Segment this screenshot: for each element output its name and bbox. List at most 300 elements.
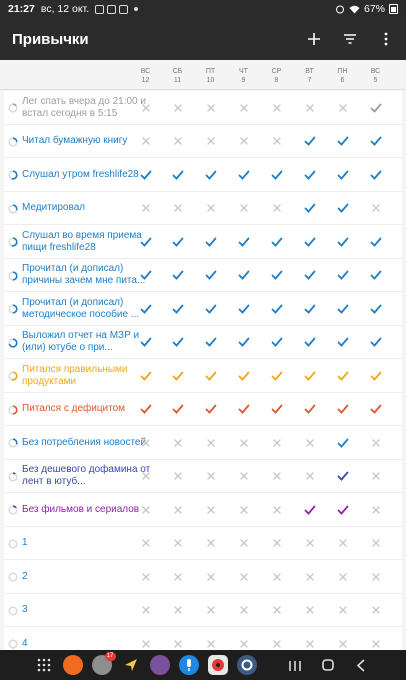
checkmark-icon	[140, 269, 152, 281]
day-of-week: ВС	[140, 68, 151, 75]
add-habit-button[interactable]	[298, 23, 330, 55]
home-button[interactable]	[316, 653, 340, 677]
cross-cell[interactable]	[194, 560, 227, 593]
habit-score-ring-icon	[8, 505, 18, 515]
check-cell[interactable]	[293, 393, 326, 426]
status-time: 21:27	[8, 3, 35, 15]
habit-row[interactable]	[4, 192, 402, 226]
check-cell[interactable]	[129, 292, 162, 325]
check-cell[interactable]	[359, 225, 392, 258]
cross-icon	[172, 537, 184, 549]
cross-cell[interactable]	[293, 560, 326, 593]
cross-icon	[205, 638, 217, 650]
habit-row[interactable]	[4, 225, 402, 259]
cross-cell[interactable]	[293, 91, 326, 124]
cross-icon	[238, 571, 250, 583]
cross-cell[interactable]	[227, 493, 260, 526]
cross-icon	[172, 135, 184, 147]
cross-cell[interactable]	[227, 125, 260, 158]
habit-score-ring-icon	[8, 170, 18, 180]
checkmark-icon	[172, 336, 184, 348]
check-cell[interactable]	[161, 292, 194, 325]
cross-cell[interactable]	[293, 527, 326, 560]
cross-icon	[271, 470, 283, 482]
day-number: 12	[141, 77, 150, 84]
cross-cell[interactable]	[161, 91, 194, 124]
cross-cell[interactable]	[359, 192, 392, 225]
day-of-week: СР	[271, 68, 282, 75]
cross-icon	[172, 571, 184, 583]
check-cell[interactable]	[326, 393, 359, 426]
habit-name-text: Прочитал (и дописал) методическое пособие ...	[22, 296, 140, 320]
check-cell[interactable]	[326, 225, 359, 258]
habit-name-text: Прочитал (и дописал) причины зачем мне пита...	[22, 263, 146, 286]
cross-cell[interactable]	[260, 192, 293, 225]
cross-cell[interactable]	[161, 460, 194, 493]
check-cell[interactable]	[326, 426, 359, 459]
cross-cell[interactable]	[194, 594, 227, 627]
habit-score-ring-icon	[8, 472, 18, 482]
day-number: 10	[206, 77, 215, 84]
check-cell[interactable]	[194, 259, 227, 292]
habit-score-ring-icon	[8, 639, 18, 649]
check-cell[interactable]	[359, 158, 392, 191]
cross-icon	[172, 202, 184, 214]
cross-cell[interactable]	[227, 460, 260, 493]
habit-score-ring-icon	[8, 338, 18, 348]
habit-name-text: Без фильмов и сериалов	[22, 503, 140, 515]
checkmark-icon	[337, 437, 349, 449]
cross-cell[interactable]	[194, 493, 227, 526]
cross-icon	[337, 537, 349, 549]
cross-cell[interactable]	[260, 493, 293, 526]
day-header	[161, 67, 194, 85]
check-cell[interactable]	[129, 158, 162, 191]
cross-cell[interactable]	[227, 426, 260, 459]
habit-score-ring-icon	[8, 237, 18, 247]
cross-cell[interactable]	[293, 460, 326, 493]
habit-score-ring-icon	[8, 572, 18, 582]
more-options-button[interactable]	[370, 23, 402, 55]
cross-cell[interactable]	[326, 594, 359, 627]
cross-cell[interactable]	[260, 594, 293, 627]
habit-name-text: 3	[22, 604, 28, 615]
check-cell[interactable]	[326, 259, 359, 292]
page-title: Привычки	[12, 30, 89, 48]
habit-row[interactable]	[4, 158, 402, 192]
habit-name-text: Слушал утром freshlife28	[22, 168, 139, 180]
cross-icon	[238, 604, 250, 616]
habit-score-ring-icon	[8, 137, 18, 147]
alarm-icon	[335, 4, 345, 14]
checkmark-icon	[238, 169, 250, 181]
check-cell[interactable]	[161, 259, 194, 292]
check-cell[interactable]	[260, 158, 293, 191]
cross-icon	[271, 504, 283, 516]
cross-icon	[337, 571, 349, 583]
check-cell[interactable]	[326, 326, 359, 359]
cross-icon	[370, 571, 382, 583]
day-number: 8	[274, 77, 279, 84]
cross-icon	[205, 202, 217, 214]
check-cell[interactable]	[359, 125, 392, 158]
habit-name-text: Питался правильными продуктами	[22, 363, 128, 387]
habit-row[interactable]	[4, 527, 402, 561]
cross-cell[interactable]	[227, 594, 260, 627]
check-cell[interactable]	[194, 326, 227, 359]
day-number: 5	[373, 77, 378, 84]
checkmark-icon	[271, 236, 283, 248]
cross-cell[interactable]	[129, 527, 162, 560]
navigation-bar	[0, 650, 406, 680]
cross-icon	[337, 102, 349, 114]
check-cell[interactable]	[227, 326, 260, 359]
check-cell[interactable]	[194, 225, 227, 258]
checkmark-icon	[370, 303, 382, 315]
check-cell[interactable]	[227, 393, 260, 426]
cross-cell[interactable]	[260, 91, 293, 124]
check-cell[interactable]	[129, 326, 162, 359]
cross-icon	[140, 638, 152, 650]
cross-icon	[271, 537, 283, 549]
notification-icon	[95, 5, 104, 14]
check-cell[interactable]	[194, 158, 227, 191]
cross-cell[interactable]	[326, 91, 359, 124]
checkmark-icon	[140, 370, 152, 382]
checkmark-icon	[370, 269, 382, 281]
checkmark-icon	[271, 303, 283, 315]
check-cell[interactable]	[326, 493, 359, 526]
cross-cell[interactable]	[227, 560, 260, 593]
cross-icon	[205, 537, 217, 549]
check-cell[interactable]	[161, 326, 194, 359]
check-cell[interactable]	[359, 259, 392, 292]
habit-row[interactable]	[4, 460, 402, 494]
cross-cell[interactable]	[260, 527, 293, 560]
habit-row[interactable]	[4, 91, 402, 125]
cross-cell[interactable]	[227, 527, 260, 560]
cross-cell[interactable]	[161, 125, 194, 158]
check-cell[interactable]	[161, 158, 194, 191]
habit-row[interactable]	[4, 259, 402, 293]
habit-row[interactable]	[4, 594, 402, 628]
check-cell[interactable]	[227, 259, 260, 292]
cross-cell[interactable]	[194, 192, 227, 225]
habit-row[interactable]	[4, 292, 402, 326]
filter-button[interactable]	[334, 23, 366, 55]
checkmark-icon	[205, 236, 217, 248]
checkmark-icon	[370, 236, 382, 248]
cross-cell[interactable]	[129, 460, 162, 493]
check-cell[interactable]	[293, 359, 326, 392]
cross-icon	[238, 437, 250, 449]
checkmark-icon	[140, 336, 152, 348]
cross-cell[interactable]	[129, 125, 162, 158]
cross-icon	[140, 437, 152, 449]
cross-cell[interactable]	[194, 527, 227, 560]
check-cell[interactable]	[326, 192, 359, 225]
check-cell[interactable]	[260, 259, 293, 292]
habit-score-ring-icon	[8, 103, 18, 113]
check-cell[interactable]	[293, 158, 326, 191]
cross-cell[interactable]	[129, 493, 162, 526]
cross-cell[interactable]	[359, 560, 392, 593]
plus-icon	[307, 32, 321, 46]
checkmark-icon	[205, 336, 217, 348]
cross-cell[interactable]	[359, 493, 392, 526]
cross-cell[interactable]	[260, 560, 293, 593]
cross-cell[interactable]	[260, 426, 293, 459]
cross-icon	[140, 102, 152, 114]
check-cell[interactable]	[227, 225, 260, 258]
back-button[interactable]	[349, 653, 373, 677]
check-cell[interactable]	[359, 91, 392, 124]
habit-name-text: Медитировал	[22, 202, 86, 213]
cross-cell[interactable]	[161, 560, 194, 593]
checkmark-icon	[172, 303, 184, 315]
settings-icon[interactable]	[237, 655, 257, 675]
check-cell[interactable]	[260, 326, 293, 359]
cross-cell[interactable]	[161, 527, 194, 560]
check-cell[interactable]	[359, 359, 392, 392]
day-header	[129, 67, 162, 85]
check-cell[interactable]	[359, 292, 392, 325]
cross-icon	[304, 102, 316, 114]
habit-list	[0, 91, 406, 661]
checkmark-icon	[370, 169, 382, 181]
cross-cell[interactable]	[194, 460, 227, 493]
check-cell[interactable]	[293, 225, 326, 258]
cross-icon	[304, 470, 316, 482]
app-1-icon[interactable]	[63, 655, 83, 675]
checkmark-icon	[205, 169, 217, 181]
habit-row[interactable]	[4, 326, 402, 360]
check-cell[interactable]	[161, 359, 194, 392]
more-vert-icon	[384, 32, 388, 46]
cross-cell[interactable]	[260, 125, 293, 158]
checkmark-icon	[337, 504, 349, 516]
check-cell[interactable]	[129, 359, 162, 392]
cross-icon	[140, 571, 152, 583]
check-cell[interactable]	[326, 125, 359, 158]
cross-cell[interactable]	[161, 192, 194, 225]
check-cell[interactable]	[326, 460, 359, 493]
check-cell[interactable]	[359, 393, 392, 426]
cross-cell[interactable]	[227, 91, 260, 124]
app-2-icon[interactable]	[92, 655, 112, 675]
check-cell[interactable]	[293, 292, 326, 325]
checkmark-icon	[304, 202, 316, 214]
checkmark-icon	[337, 202, 349, 214]
cross-icon	[370, 537, 382, 549]
habit-name-text: Читал бумажную книгу	[22, 135, 128, 146]
cross-icon	[172, 504, 184, 516]
checkmark-icon	[172, 269, 184, 281]
cross-cell[interactable]	[129, 91, 162, 124]
checkmark-icon	[140, 303, 152, 315]
wifi-icon	[349, 4, 360, 14]
checkmark-icon	[370, 336, 382, 348]
cross-cell[interactable]	[227, 192, 260, 225]
mail-icon	[107, 5, 116, 14]
check-cell[interactable]	[129, 225, 162, 258]
app-grid-icon[interactable]	[34, 655, 54, 675]
check-cell[interactable]	[161, 225, 194, 258]
mic-icon[interactable]	[179, 655, 199, 675]
cross-icon	[205, 571, 217, 583]
day-header	[194, 67, 227, 85]
check-cell[interactable]	[194, 292, 227, 325]
navigator-icon[interactable]	[121, 655, 141, 675]
cross-cell[interactable]	[359, 594, 392, 627]
cross-cell[interactable]	[129, 560, 162, 593]
cross-icon	[172, 102, 184, 114]
viber-icon[interactable]	[150, 655, 170, 675]
check-cell[interactable]	[227, 359, 260, 392]
check-cell[interactable]	[227, 158, 260, 191]
cross-icon	[271, 437, 283, 449]
habit-row[interactable]	[4, 393, 402, 427]
check-cell[interactable]	[293, 326, 326, 359]
habit-score-ring-icon	[8, 539, 18, 549]
cross-icon	[238, 202, 250, 214]
cross-cell[interactable]	[359, 426, 392, 459]
check-cell[interactable]	[260, 393, 293, 426]
cross-cell[interactable]	[194, 91, 227, 124]
cross-cell[interactable]	[161, 493, 194, 526]
cross-cell[interactable]	[359, 527, 392, 560]
habit-name-text: Без дешевого дофамина от лент в ютуб...	[22, 464, 151, 487]
checkmark-icon	[304, 169, 316, 181]
cross-icon	[140, 504, 152, 516]
music-icon[interactable]	[208, 655, 228, 675]
checkmark-icon	[140, 236, 152, 248]
checkmark-icon	[238, 303, 250, 315]
checkmark-icon	[304, 504, 316, 516]
checkmark-icon	[337, 135, 349, 147]
habit-score-ring-icon	[8, 371, 18, 381]
habit-row[interactable]	[4, 125, 402, 159]
habit-row[interactable]	[4, 426, 402, 460]
cross-cell[interactable]	[129, 594, 162, 627]
check-cell[interactable]	[129, 259, 162, 292]
cross-icon	[370, 470, 382, 482]
habit-name-text: Лег спать вчера до 21:00 и встал сегодня в 5:15	[22, 95, 146, 119]
check-cell[interactable]	[293, 259, 326, 292]
checkmark-icon	[337, 269, 349, 281]
cross-icon	[172, 604, 184, 616]
day-of-week: СБ	[172, 68, 183, 75]
cross-icon	[238, 102, 250, 114]
cross-icon	[238, 470, 250, 482]
check-cell[interactable]	[260, 292, 293, 325]
check-cell[interactable]	[194, 359, 227, 392]
checkmark-icon	[172, 370, 184, 382]
cross-icon	[304, 638, 316, 650]
day-of-week: ПН	[337, 68, 348, 75]
cross-icon	[271, 102, 283, 114]
cross-cell[interactable]	[194, 426, 227, 459]
more-notifications-icon	[134, 7, 138, 11]
cross-icon	[337, 604, 349, 616]
back-icon	[353, 657, 369, 674]
cross-cell[interactable]	[161, 426, 194, 459]
cross-cell[interactable]	[129, 426, 162, 459]
check-cell[interactable]	[326, 158, 359, 191]
cross-cell[interactable]	[293, 594, 326, 627]
cross-icon	[370, 202, 382, 214]
checkmark-icon	[205, 269, 217, 281]
cross-icon	[238, 504, 250, 516]
cross-cell[interactable]	[161, 594, 194, 627]
check-cell[interactable]	[326, 359, 359, 392]
checkmark-icon	[370, 102, 382, 114]
battery-icon	[389, 4, 398, 14]
cross-icon	[140, 470, 152, 482]
cross-icon	[238, 537, 250, 549]
cross-cell[interactable]	[129, 192, 162, 225]
cross-icon	[172, 470, 184, 482]
check-cell[interactable]	[194, 393, 227, 426]
cross-icon	[370, 504, 382, 516]
check-cell[interactable]	[227, 292, 260, 325]
checkmark-icon	[370, 135, 382, 147]
habit-row[interactable]	[4, 359, 402, 393]
cross-cell[interactable]	[293, 426, 326, 459]
check-cell[interactable]	[260, 225, 293, 258]
checkmark-icon	[337, 370, 349, 382]
habit-name-text: Питался с дефицитом	[22, 403, 126, 414]
habit-score-ring-icon	[8, 304, 18, 314]
cross-cell[interactable]	[260, 460, 293, 493]
habit-row[interactable]	[4, 493, 402, 527]
cross-cell[interactable]	[194, 125, 227, 158]
cross-icon	[238, 638, 250, 650]
check-cell[interactable]	[293, 125, 326, 158]
checkmark-icon	[304, 269, 316, 281]
day-number: 11	[173, 77, 182, 84]
cross-icon	[370, 437, 382, 449]
check-cell[interactable]	[293, 192, 326, 225]
checkmark-icon	[304, 403, 316, 415]
checkmark-icon	[205, 403, 217, 415]
cross-cell[interactable]	[326, 527, 359, 560]
checkmark-icon	[304, 336, 316, 348]
check-cell[interactable]	[326, 292, 359, 325]
habit-score-ring-icon	[8, 405, 18, 415]
day-number: 6	[340, 77, 345, 84]
cross-cell[interactable]	[326, 560, 359, 593]
cross-icon	[172, 437, 184, 449]
day-header	[359, 67, 392, 85]
habit-row[interactable]	[4, 560, 402, 594]
checkmark-icon	[271, 403, 283, 415]
checkmark-icon	[238, 269, 250, 281]
habit-score-ring-icon	[8, 438, 18, 448]
check-cell[interactable]	[293, 493, 326, 526]
status-bar	[0, 0, 406, 18]
checkmark-icon	[337, 169, 349, 181]
check-cell[interactable]	[359, 326, 392, 359]
check-cell[interactable]	[260, 359, 293, 392]
recent-apps-button[interactable]	[283, 653, 307, 677]
check-cell[interactable]	[129, 393, 162, 426]
check-cell[interactable]	[161, 393, 194, 426]
checkmark-icon	[238, 370, 250, 382]
checkmark-icon	[205, 370, 217, 382]
checkmark-icon	[370, 403, 382, 415]
cross-cell[interactable]	[359, 460, 392, 493]
